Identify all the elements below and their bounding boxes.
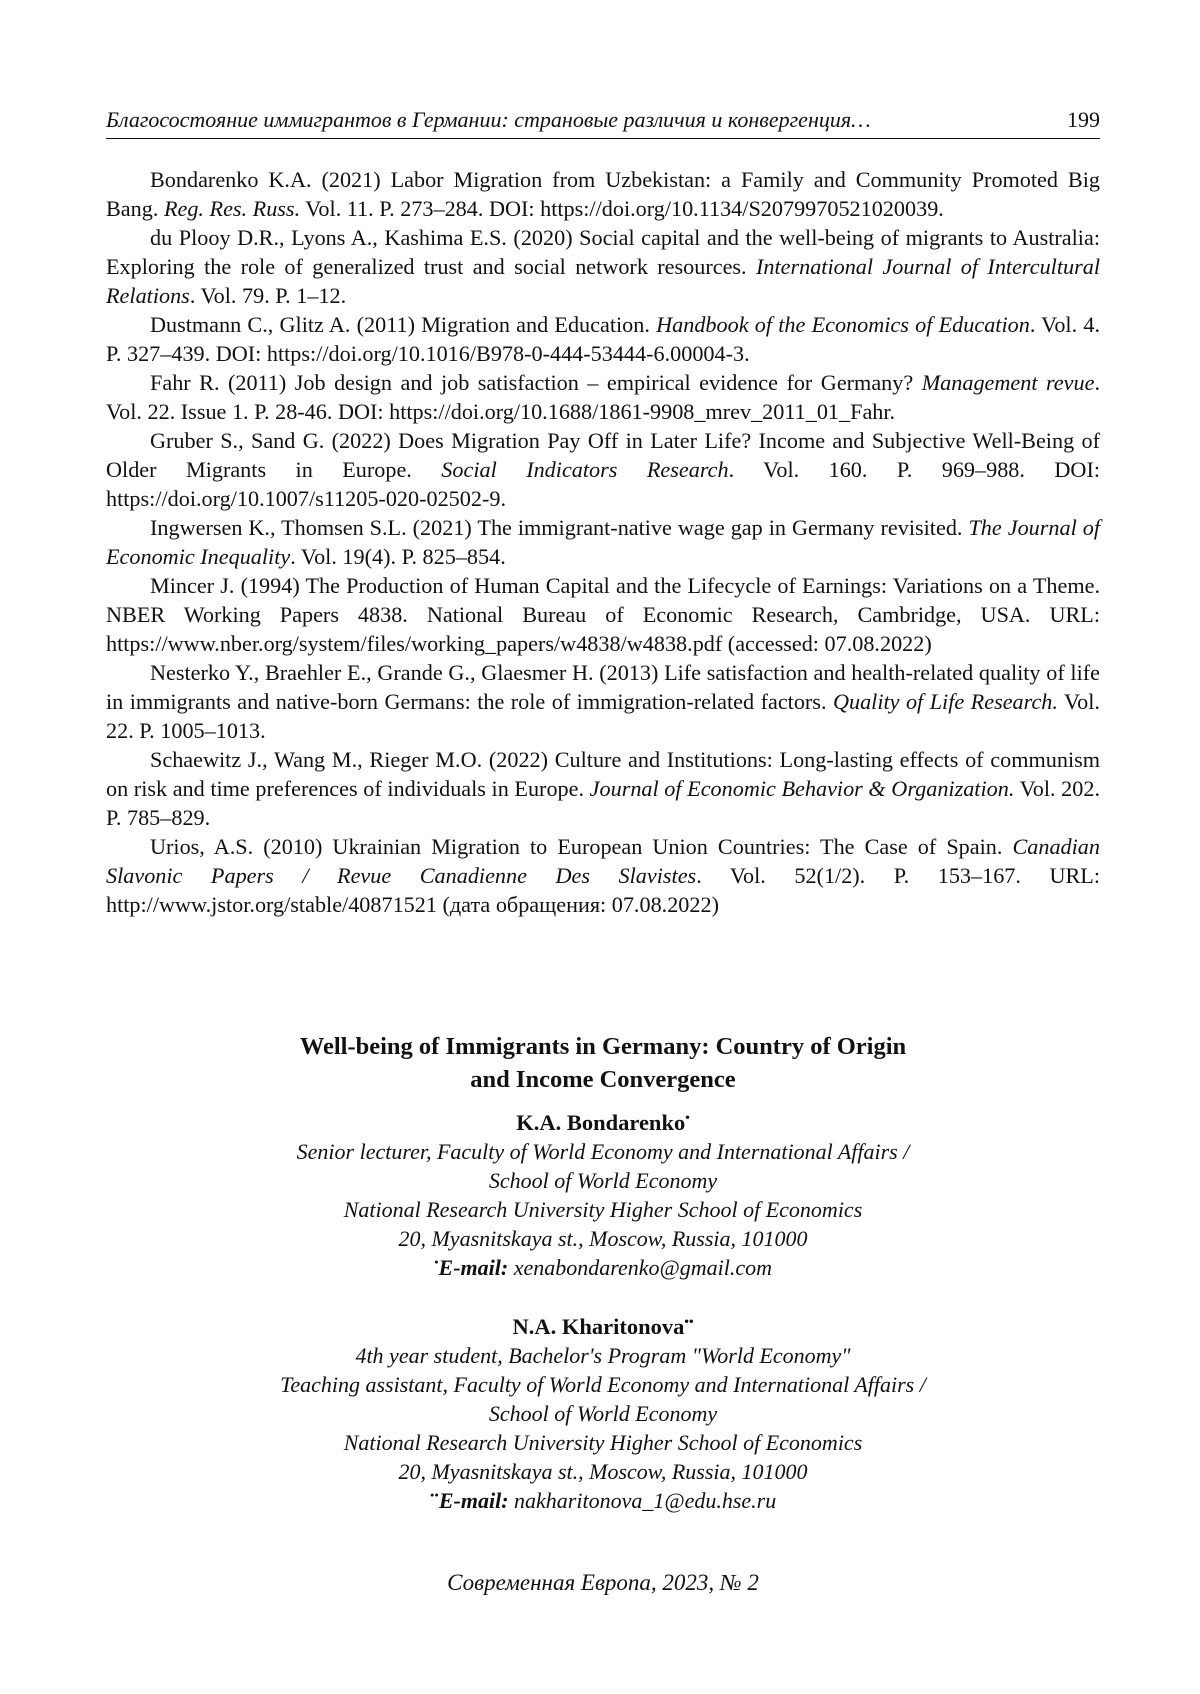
author-email-line bbox=[106, 1253, 1100, 1282]
running-head bbox=[106, 106, 1100, 139]
reference-list bbox=[106, 165, 1100, 919]
author-affiliation-line: National Research University Higher School of Economics bbox=[343, 1430, 863, 1455]
author-affiliation-line: School of World Economy bbox=[488, 1168, 718, 1193]
reference-item: Gruber S., Sand G. (2022) Does Migration Pay Off in Later Life? Income and Subjective Well-Being of Older Migrants in Europe. Social Indicators Research. Vol. 160. P. 969–988. DOI: https://doi.org/10.1007/s11205-020-02502-9. bbox=[106, 428, 1100, 511]
author-email[interactable]: nakharitonova_1@edu.hse.ru bbox=[514, 1488, 777, 1513]
author-affiliation-line: Senior lecturer, Faculty of World Economy and International Affairs / bbox=[296, 1139, 910, 1164]
running-title: Благосостояние иммигрантов в Германии: страновые различия и конвергенция… bbox=[106, 107, 871, 132]
reference-item: Dustmann C., Glitz A. (2011) Migration and Education. Handbook of the Economics of Education. Vol. 4. P. 327–439. DOI: https://doi.org/10.1016/B978-0-444-53444-6.00004-3. bbox=[106, 312, 1100, 366]
author-name: N.A. Kharitonova•• bbox=[512, 1313, 694, 1339]
email-footnote-mark: • bbox=[433, 1254, 439, 1270]
reference-item: Fahr R. (2011) Job design and job satisfaction – empirical evidence for Germany? Management revue. Vol. 22. Issue 1. P. 28-46. DOI: https://doi.org/10.1688/1861-9908_mrev_2011_01_Fahr. bbox=[106, 370, 1100, 424]
author-name: K.A. Bondarenko• bbox=[516, 1109, 690, 1135]
reference-item: Bondarenko K.A. (2021) Labor Migration from Uzbekistan: a Family and Community Promoted Big Bang. Reg. Res. Russ. Vol. 11. P. 273–284. DOI: https://doi.org/10.1134/S2079970521020039. bbox=[106, 167, 1100, 221]
author-affiliation-line: School of World Economy bbox=[488, 1401, 718, 1426]
author-affiliation-line: National Research University Higher School of Economics bbox=[343, 1197, 863, 1222]
author-affiliation-line: 20, Myasnitskaya st., Moscow, Russia, 101000 bbox=[398, 1226, 808, 1251]
author-email[interactable]: xenabondarenko@gmail.com bbox=[513, 1255, 773, 1280]
page-number: 199 bbox=[1067, 107, 1100, 132]
journal-footer: Современная Европа, 2023, № 2 bbox=[447, 1570, 759, 1595]
email-label: E-mail: bbox=[438, 1488, 509, 1513]
reference-item: Mincer J. (1994) The Production of Human Capital and the Lifecycle of Earnings: Variations on a Theme. NBER Working Papers 4838. National Bureau of Economic Research, Cambridge, USA. URL: https://www.nber.org/system/files/working_papers/w4838/w4838.pdf (accessed: 07.08.2022) bbox=[106, 573, 1100, 656]
reference-item: Nesterko Y., Braehler E., Grande G., Glaesmer H. (2013) Life satisfaction and health-related quality of life in immigrants and native-born Germans: the role of immigration-related factors. Quality of Life Research. Vol. 22. P. 1005–1013. bbox=[106, 660, 1100, 743]
author-footnote-mark: • bbox=[685, 1109, 690, 1125]
reference-item: Schaewitz J., Wang M., Rieger M.O. (2022) Culture and Institutions: Long-lasting effects of communism on risk and time preferences of individuals in Europe. Journal of Economic Behavior & Organization. Vol. 202. P. 785–829. bbox=[106, 747, 1100, 830]
author-affiliation-line: 20, Myasnitskaya st., Moscow, Russia, 101000 bbox=[398, 1459, 808, 1484]
email-footnote-mark: •• bbox=[429, 1487, 439, 1503]
reference-item: Ingwersen K., Thomsen S.L. (2021) The immigrant-native wage gap in Germany revisited. The Journal of Economic Inequality. Vol. 19(4). P. 825–854. bbox=[106, 515, 1101, 569]
reference-item: Urios, A.S. (2010) Ukrainian Migration to European Union Countries: The Case of Spain. Canadian Slavonic Papers / Revue Canadienne Des Slavistes. Vol. 52(1/2). P. 153–167. URL: http://www.jstor.org/stable/40871521 (дата обращения: 07.08.2022) bbox=[106, 834, 1100, 917]
author-affiliation-line: 4th year student, Bachelor's Program "World Economy" bbox=[355, 1343, 851, 1368]
author-footnote-mark: •• bbox=[684, 1313, 694, 1329]
email-label: E-mail: bbox=[438, 1255, 509, 1280]
author-email-line bbox=[106, 1486, 1100, 1515]
author-affiliation-line: Teaching assistant, Faculty of World Economy and International Affairs / bbox=[280, 1372, 926, 1397]
article-title-line-1: Well-being of Immigrants in Germany: Country of Origin bbox=[299, 1033, 907, 1060]
reference-item: du Plooy D.R., Lyons A., Kashima E.S. (2020) Social capital and the well-being of migrants to Australia: Exploring the role of generalized trust and social network resources. International Journal of Intercultural Relations. Vol. 79. P. 1–12. bbox=[106, 225, 1100, 308]
article-title-line-2: and Income Convergence bbox=[470, 1066, 736, 1093]
article-header bbox=[106, 1030, 1100, 1515]
